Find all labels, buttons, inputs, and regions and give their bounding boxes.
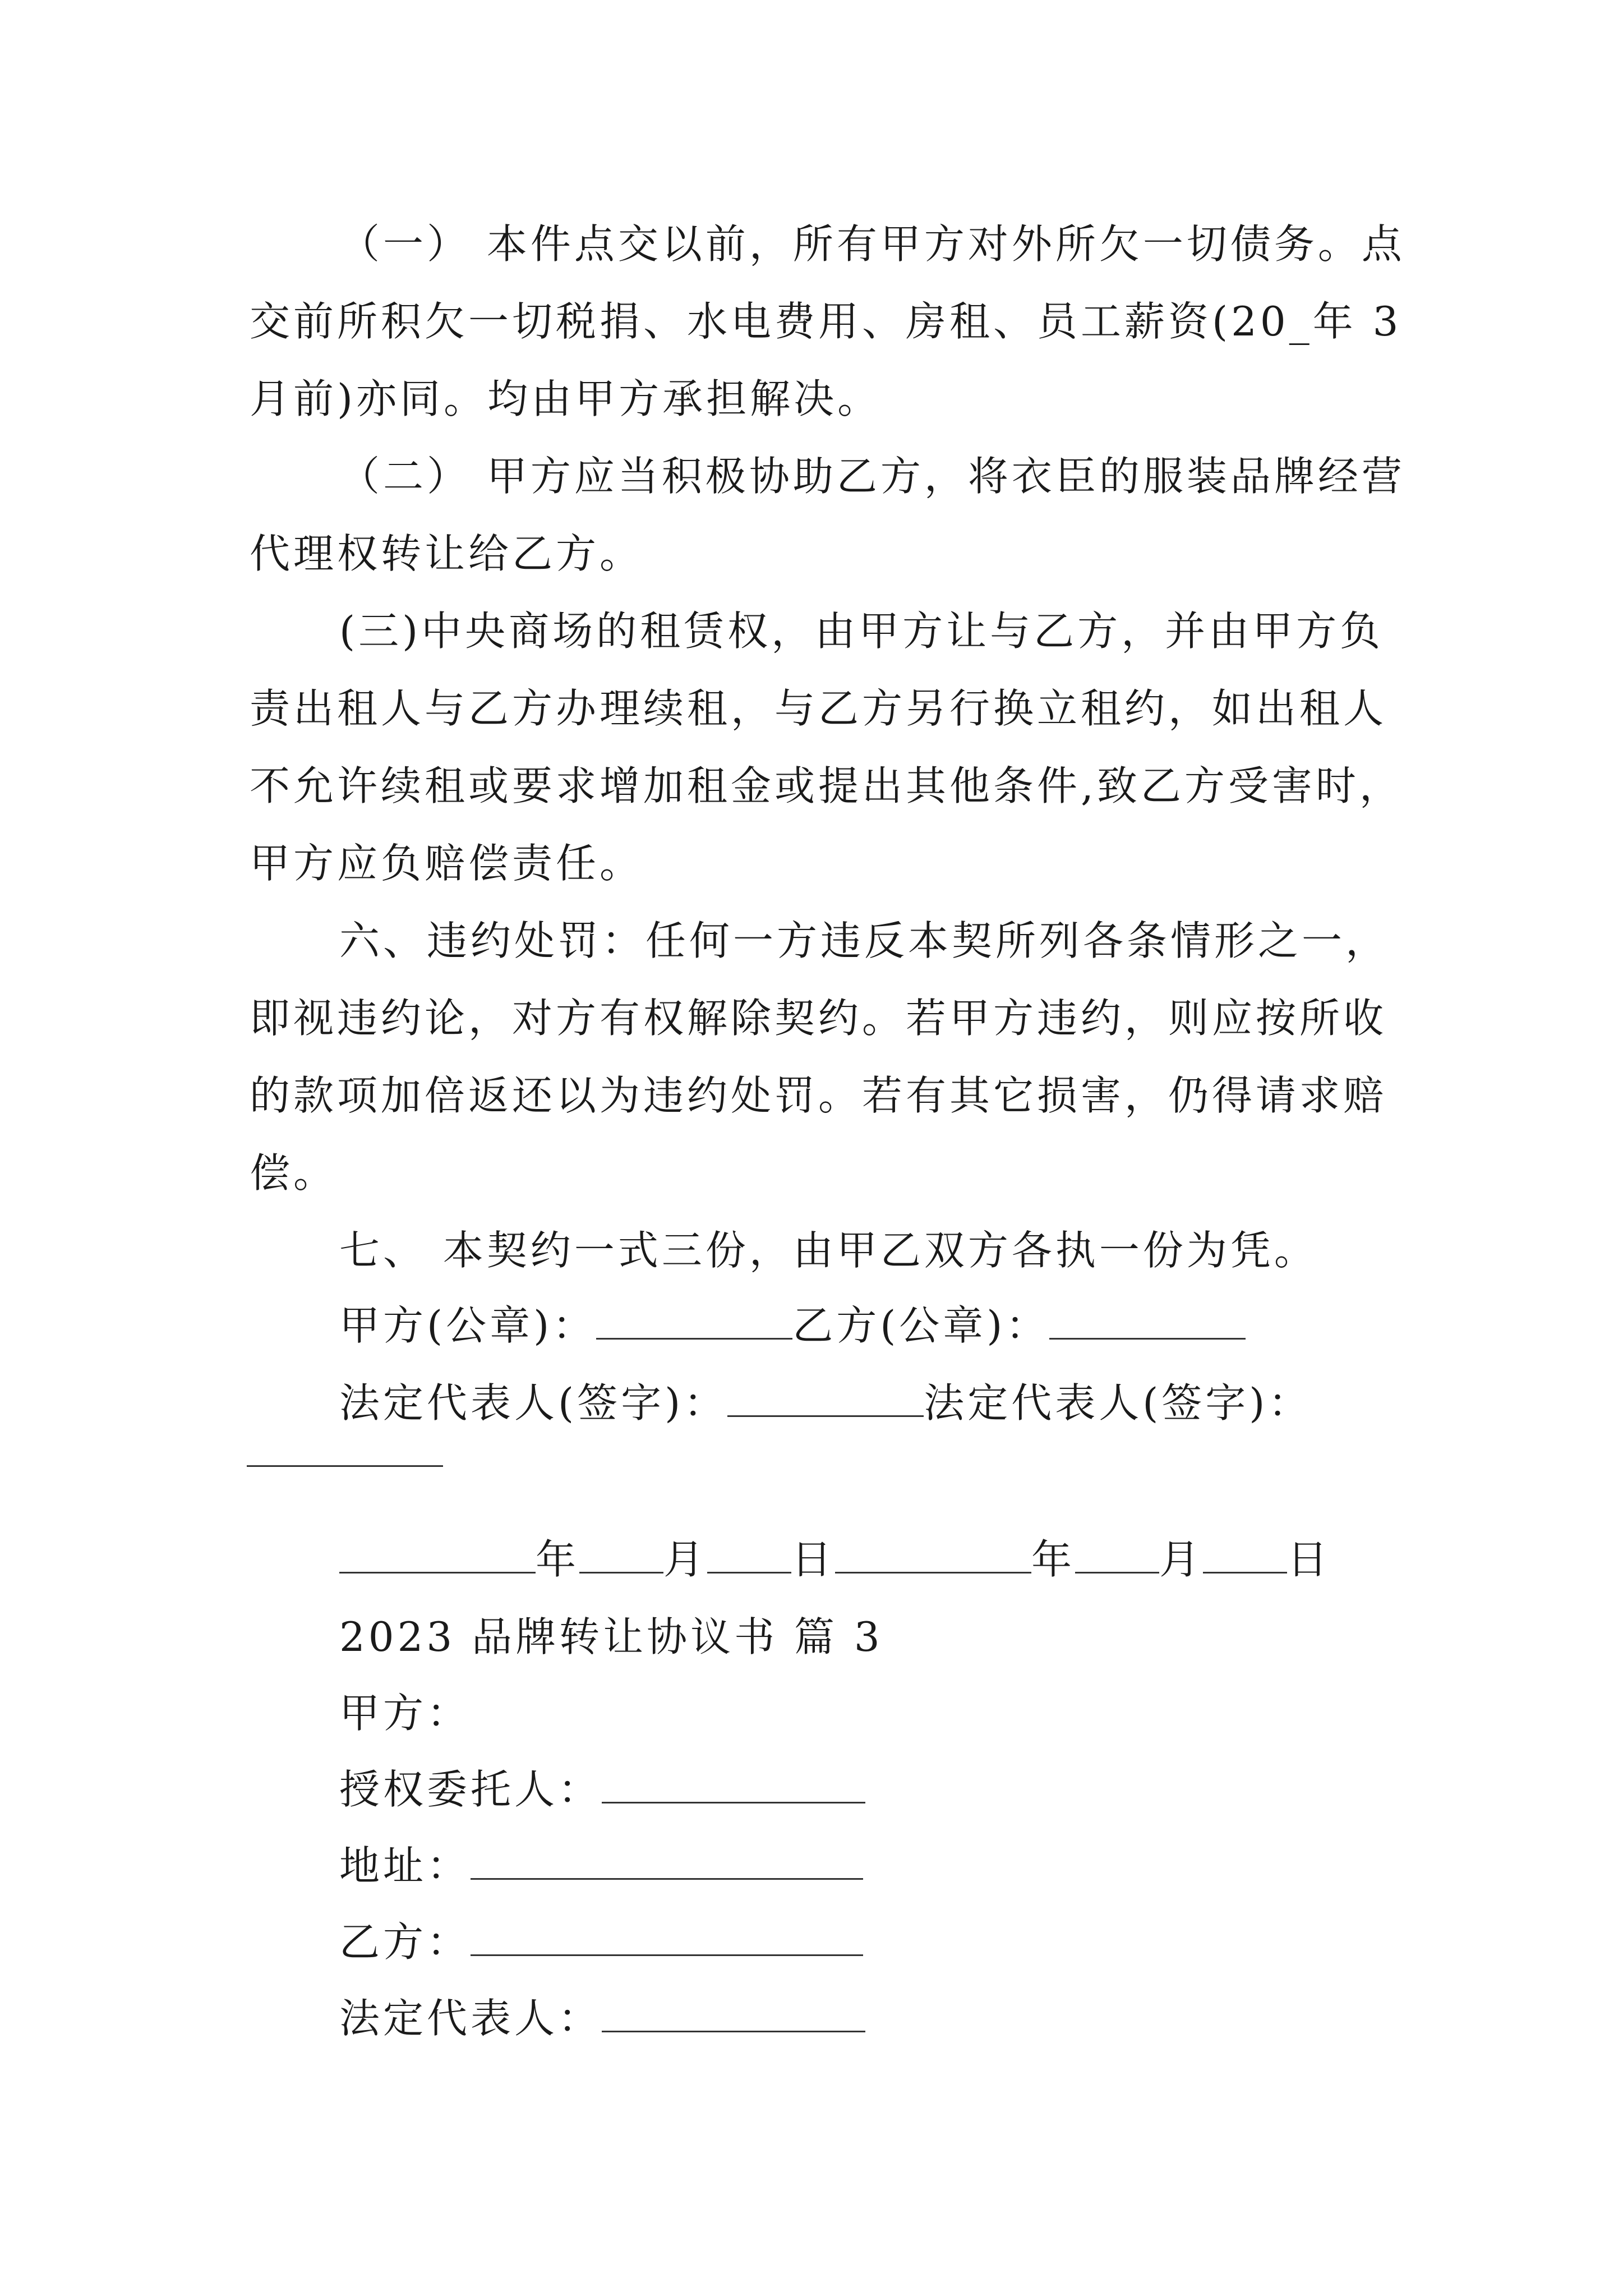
authorized-agent-label: 授权委托人： (339, 1766, 602, 1813)
address-line (339, 1841, 863, 1891)
legal-rep-blank (602, 1998, 865, 2032)
party-b-rep-blank (247, 1465, 443, 1467)
party-a-seal-label: 甲方(公章)： (339, 1302, 597, 1349)
paragraph-line: 偿。 (250, 1149, 338, 1197)
party-b-label: 乙方： (339, 1918, 471, 1966)
month-blank-a (579, 1539, 663, 1573)
authorized-agent-line (339, 1764, 865, 1815)
party-b-seal-blank (1049, 1305, 1246, 1340)
paragraph-line: 不允许续租或要求增加租金或提出其他条件,致乙方受害时， (250, 762, 1403, 809)
authorized-agent-blank (602, 1769, 865, 1803)
paragraph-line: (三)中央商场的租赁权，由甲方让与乙方，并由甲方负 (339, 608, 1384, 655)
paragraph-line: 六、违约处罚：任何一方违反本契所列各条情形之一， (339, 917, 1390, 964)
paragraph-line: 甲方应负赔偿责任。 (250, 840, 644, 887)
month-blank-b (1075, 1539, 1159, 1573)
paragraph-line: 月前)亦同。均由甲方承担解决。 (250, 375, 882, 422)
representative-line (339, 1378, 1312, 1428)
section-title: 2023 品牌转让协议书 篇 3 (339, 1613, 883, 1660)
year-label-a: 年 (536, 1536, 580, 1583)
paragraph-line: 代理权转让给乙方。 (250, 530, 644, 577)
address-blank (471, 1846, 863, 1880)
day-blank-b (1203, 1539, 1287, 1573)
paragraph-line: （一） 本件点交以前，所有甲方对外所欠一切债务。点 (339, 220, 1405, 268)
month-label-b: 月 (1159, 1536, 1204, 1583)
party-a-rep-label: 法定代表人(签字)： (339, 1379, 728, 1427)
address-label: 地址： (339, 1842, 471, 1889)
party-b-blank (471, 1922, 863, 1956)
legal-rep-label: 法定代表人： (339, 1995, 602, 2042)
paragraph-line: 交前所积欠一切税捐、水电费用、房租、员工薪资(20_年 3 (250, 298, 1402, 345)
party-a-rep-blank (727, 1383, 924, 1417)
paragraph-line: （二） 甲方应当积极协助乙方，将衣臣的服装品牌经营 (339, 453, 1405, 500)
paragraph-line: 的款项加倍返还以为违约处罚。若有其它损害，仍得请求赔 (250, 1072, 1387, 1119)
day-label-a: 日 (791, 1536, 836, 1583)
party-b-rep-label: 法定代表人(签字)： (924, 1379, 1312, 1427)
month-label-a: 月 (663, 1536, 708, 1583)
party-b-seal-label: 乙方(公章)： (792, 1302, 1050, 1349)
day-blank-a (707, 1539, 791, 1573)
date-line (339, 1534, 1331, 1585)
day-label-b: 日 (1287, 1536, 1331, 1583)
party-a-seal-blank (596, 1305, 792, 1340)
legal-rep-line (339, 1993, 865, 2044)
year-blank-b (835, 1539, 1031, 1573)
paragraph-line: 责出租人与乙方办理续租，与乙方另行换立租约，如出租人 (250, 685, 1387, 732)
party-a-label: 甲方： (339, 1690, 471, 1737)
year-label-b: 年 (1031, 1536, 1076, 1583)
paragraph-line: 七、 本契约一式三份，由甲乙双方各执一份为凭。 (339, 1227, 1318, 1274)
paragraph-line: 即视违约论，对方有权解除契约。若甲方违约，则应按所收 (250, 995, 1387, 1042)
seal-line (339, 1300, 1246, 1351)
year-blank-a (339, 1539, 536, 1573)
party-b-line (339, 1917, 863, 1967)
